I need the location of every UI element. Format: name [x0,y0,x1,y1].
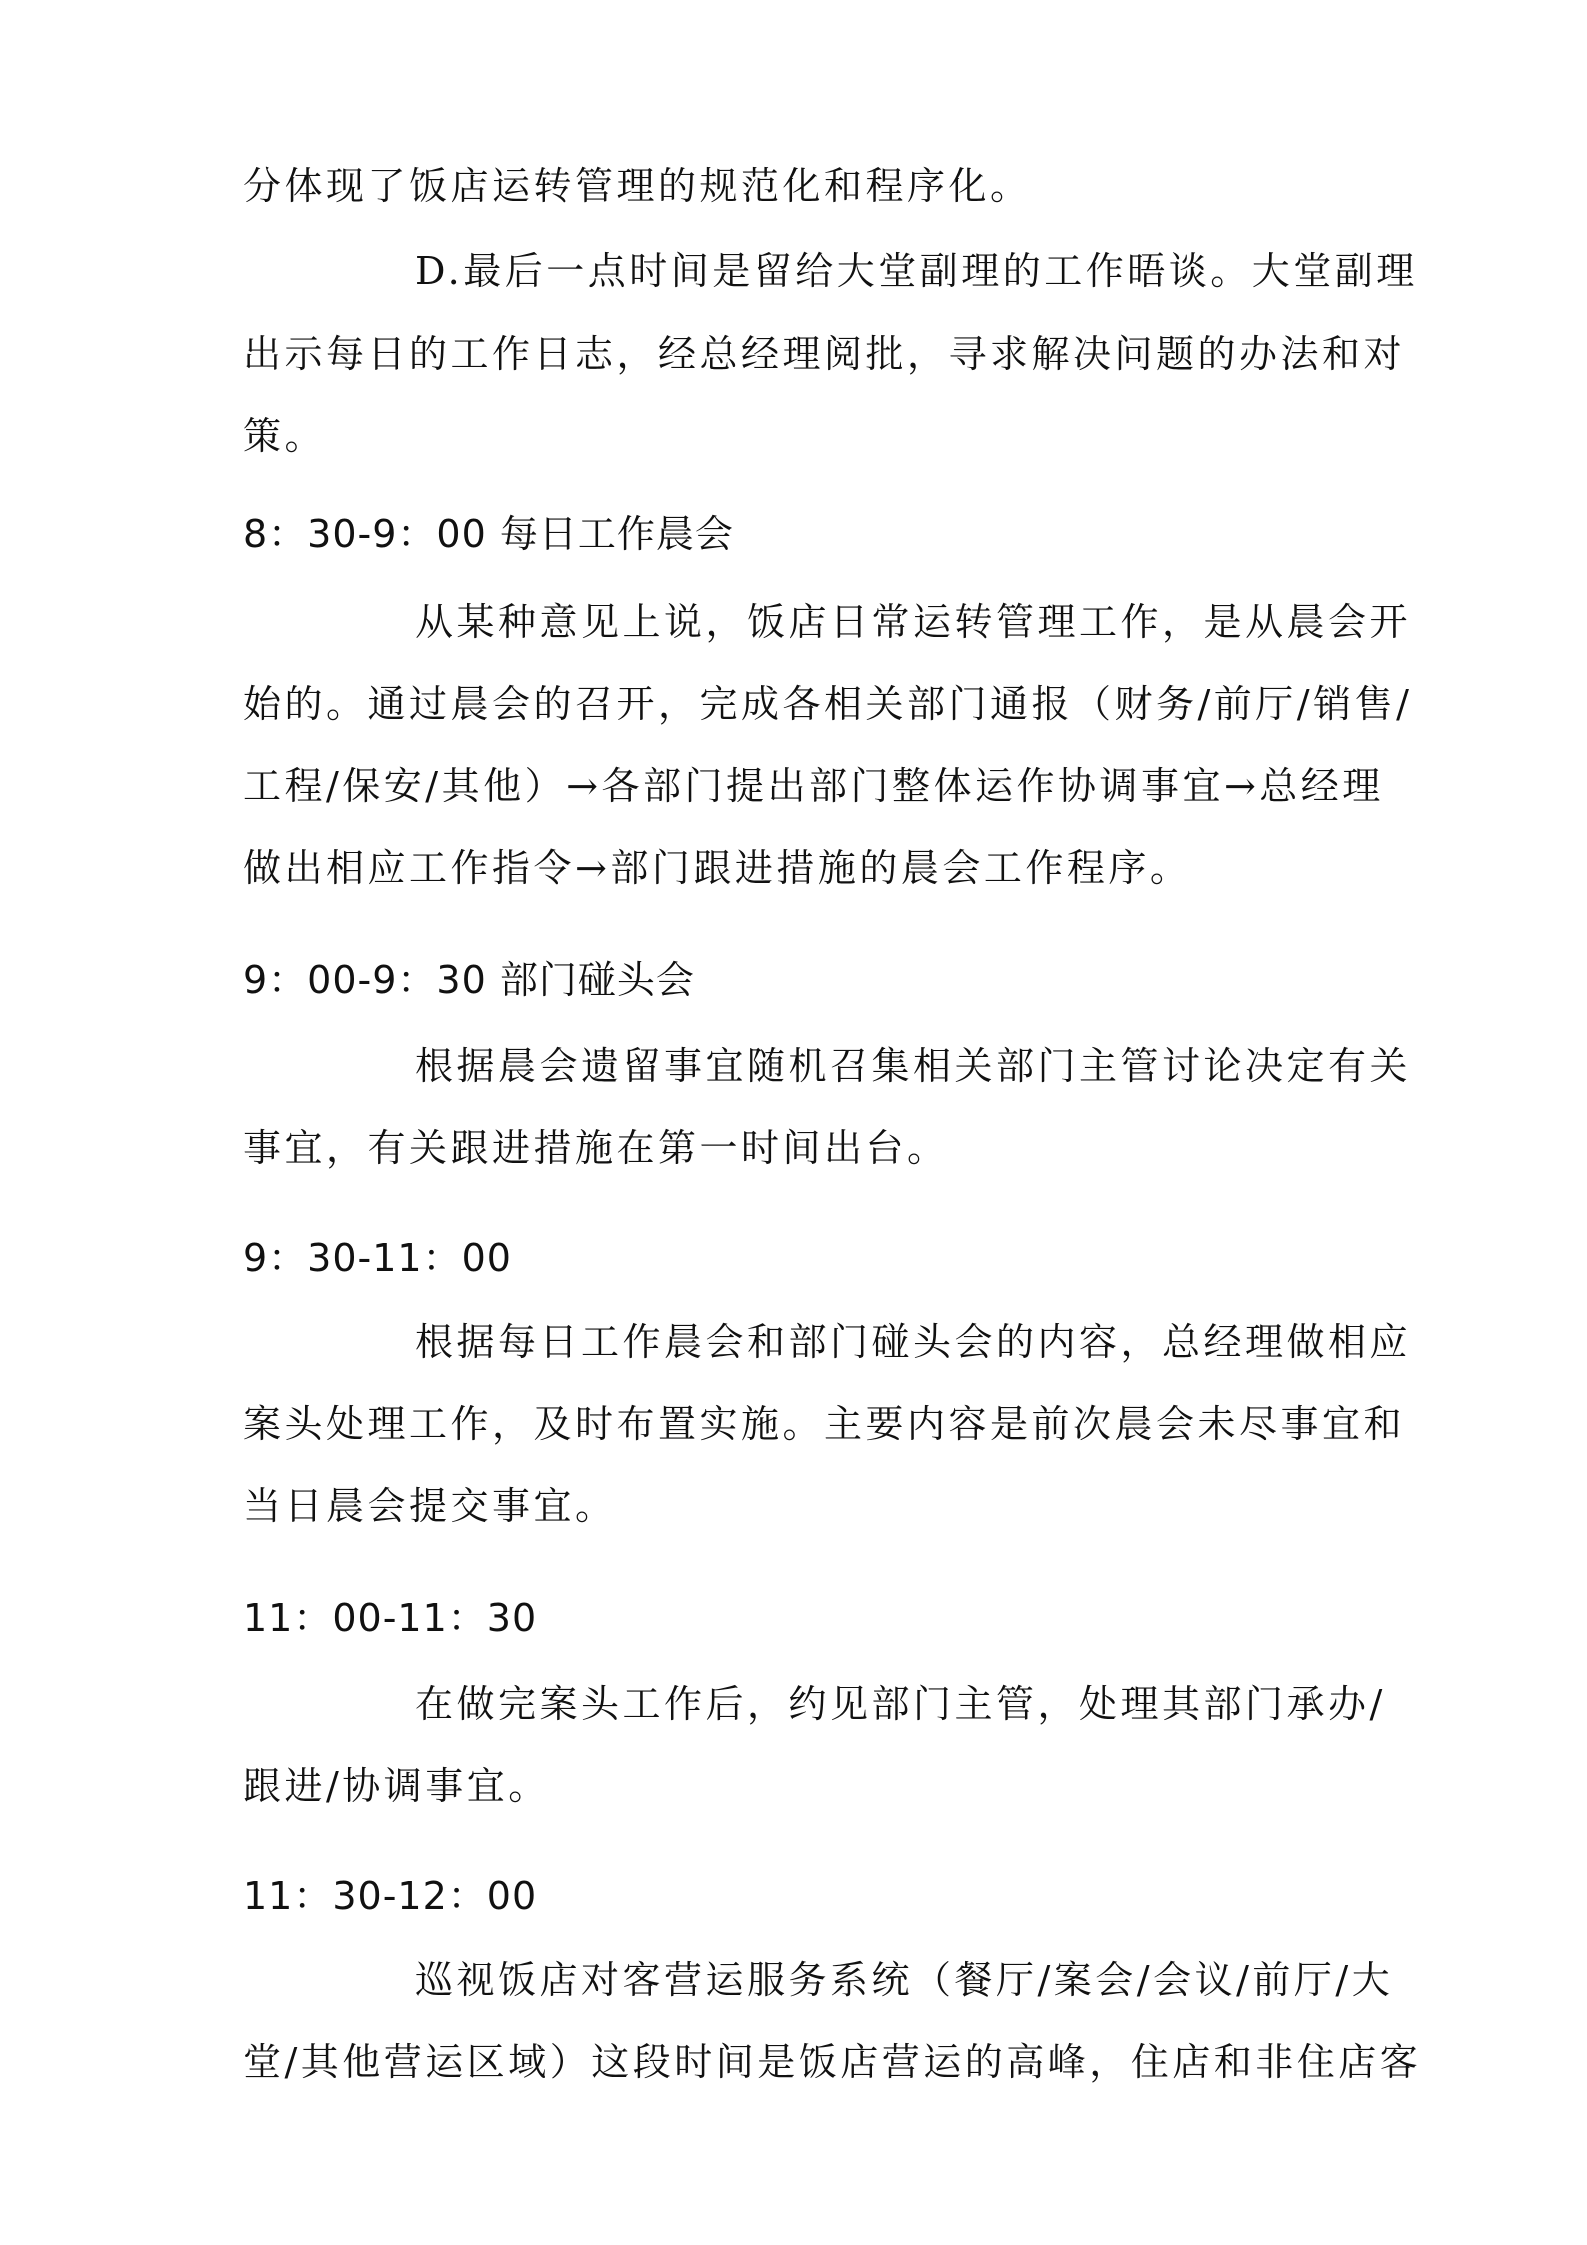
section-heading: 9：30-11：00 [243,1236,512,1280]
paragraph-line: 巡视饭店对客营运服务系统（餐厅/案会/会议/前厅/大 [415,1958,1394,2002]
paragraph-line: 始的。通过晨会的召开，完成各相关部门通报（财务/前厅/销售/ [243,682,1413,726]
paragraph-line: 从某种意见上说，饭店日常运转管理工作，是从晨会开 [415,600,1412,644]
paragraph-line: 案头处理工作，及时布置实施。主要内容是前次晨会未尽事宜和 [243,1402,1406,1446]
paragraph-line: 跟进/协调事宜。 [243,1764,550,1808]
paragraph-line: 堂/其他营运区域）这段时间是饭店营运的高峰，住店和非住店客 [243,2040,1422,2084]
section-heading: 11：30-12：00 [243,1874,538,1918]
section-heading: 11：00-11：30 [243,1596,538,1640]
section-heading: 8：30-9：00 每日工作晨会 [243,512,734,556]
paragraph-line: 当日晨会提交事宜。 [243,1484,617,1528]
paragraph-line: 策。 [243,414,327,458]
paragraph-line: 事宜，有关跟进措施在第一时间出台。 [243,1126,949,1170]
paragraph-line: 在做完案头工作后，约见部门主管，处理其部门承办/ [415,1682,1386,1726]
paragraph-line: 根据每日工作晨会和部门碰头会的内容，总经理做相应 [415,1320,1412,1364]
section-heading: 9：00-9：30 部门碰头会 [243,958,695,1002]
paragraph-line: 根据晨会遗留事宜随机召集相关部门主管讨论决定有关 [415,1044,1412,1088]
paragraph-line: 工程/保安/其他）→各部门提出部门整体运作协调事宜→总经理 [243,764,1384,808]
paragraph-line: 出示每日的工作日志，经总经理阅批，寻求解决问题的办法和对 [243,332,1406,376]
paragraph-line: 分体现了饭店运转管理的规范化和程序化。 [243,164,1032,208]
paragraph-line: D.最后一点时间是留给大堂副理的工作晤谈。大堂副理 [415,249,1418,293]
paragraph-line: 做出相应工作指令→部门跟进措施的晨会工作程序。 [243,846,1192,890]
